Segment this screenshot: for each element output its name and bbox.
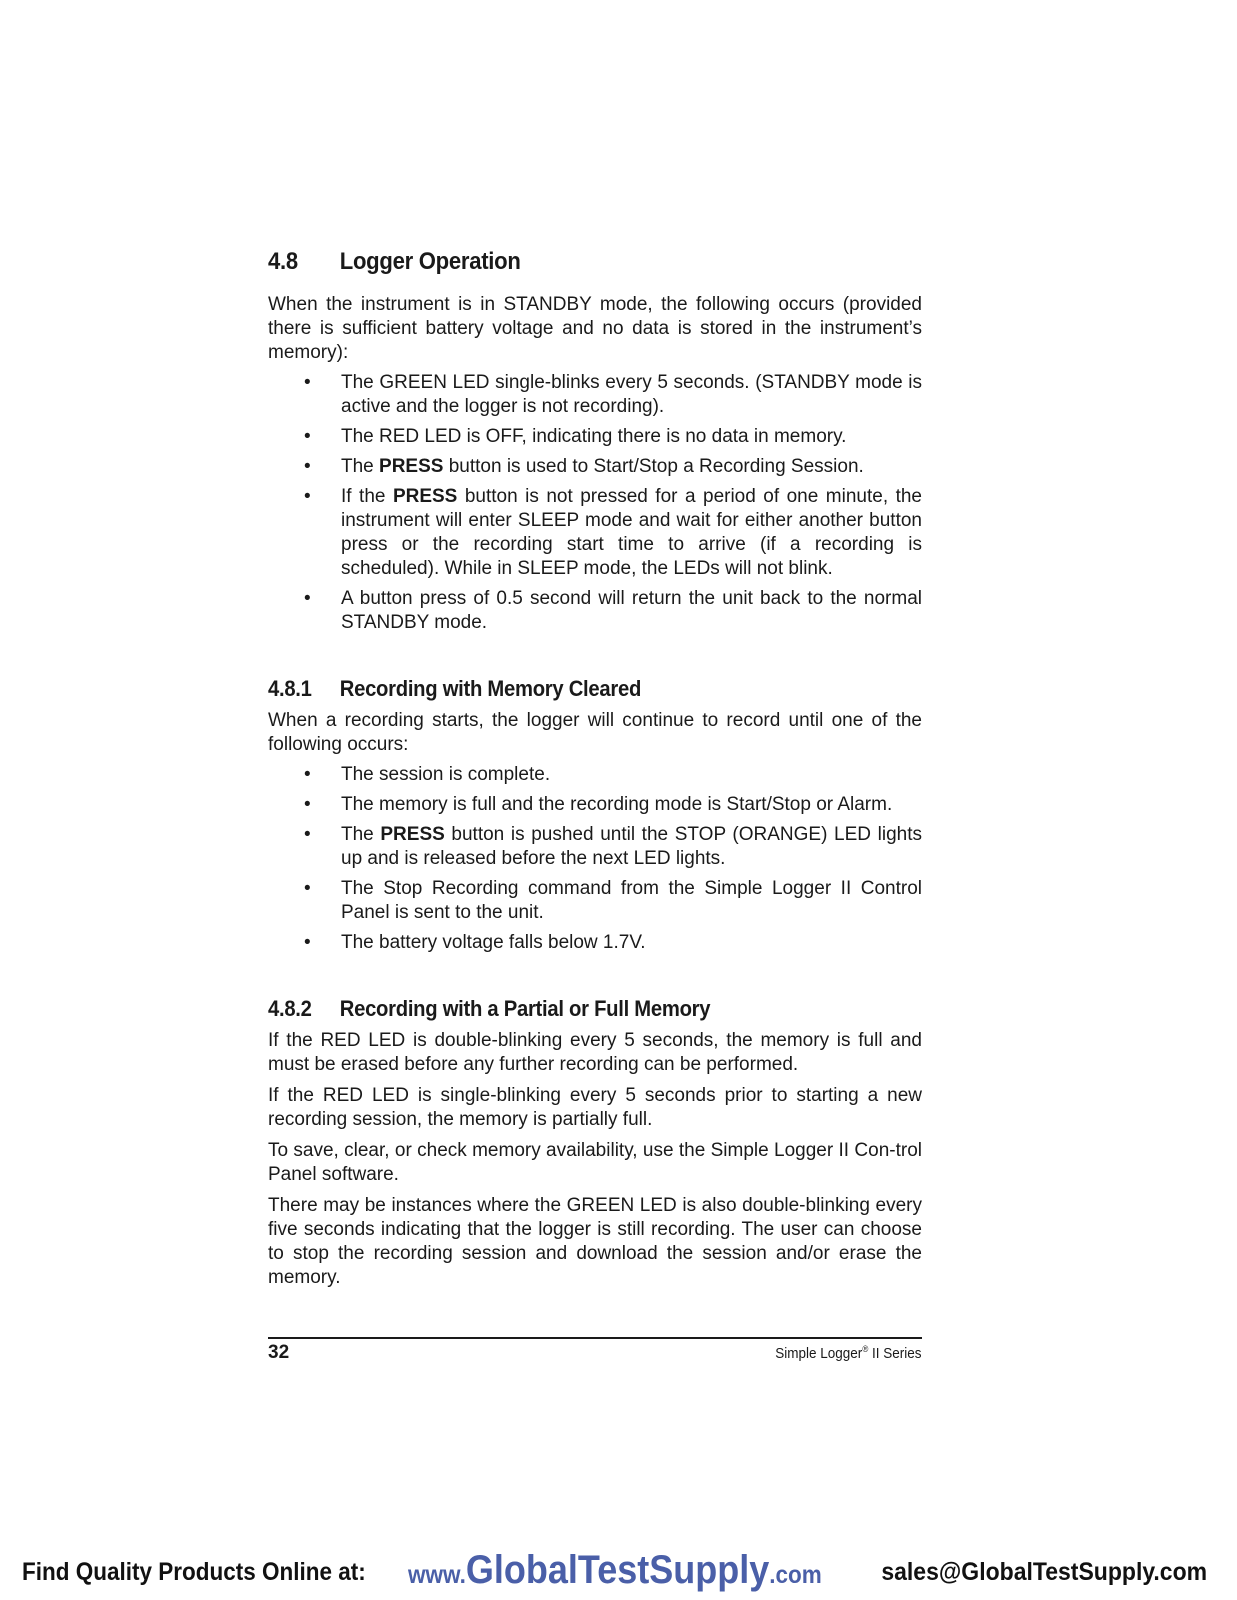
subsection-1-bullet-list	[268, 763, 922, 955]
press-button-term: PRESS	[379, 456, 444, 477]
subsection-2-paragraph: There may be instances where the GREEN LED is also double-blinking every five seconds indicating that the logger is still recording. The user can choose to stop the recording session and download the session and/or erase the memory.	[268, 1195, 922, 1288]
press-button-term: PRESS	[392, 486, 458, 507]
footer-divider	[268, 1337, 922, 1339]
subsection-1-heading	[268, 675, 870, 703]
promo-banner	[0, 1548, 1237, 1592]
section-bullet-list	[268, 371, 922, 635]
subsection-2-paragraph: To save, clear, or check memory availability, use the Simple Logger II Con-trol Panel software.	[268, 1140, 922, 1185]
subsection-2-paragraph: If the RED LED is double-blinking every 5 seconds, the memory is full and must be erased before any further recording can be performed.	[268, 1030, 922, 1075]
subsection-1-number: 4.8.1	[268, 676, 312, 701]
page-number: 32	[268, 1342, 290, 1363]
subsection-1-intro: When a recording starts, the logger will continue to record until one of the following occurs:	[268, 710, 922, 755]
list-item: • The GREEN LED single-blinks every 5 seconds. (STANDBY mode is active and the logger is not recording).	[304, 372, 922, 417]
list-item: • The PRESS button is used to Start/Stop a Recording Session.	[304, 456, 864, 477]
list-item: • A button press of 0.5 second will return the unit back to the normal STANDBY mode.	[304, 588, 922, 633]
list-item: • The battery voltage falls below 1.7V.	[304, 932, 646, 953]
list-item: • The session is complete.	[304, 764, 551, 785]
subsection-2-number: 4.8.2	[268, 996, 312, 1021]
list-item: • The PRESS button is pushed until the STOP (ORANGE) LED lights up and is released before the next LED lights.	[304, 824, 922, 869]
list-item: • If the PRESS button is not pressed for a period of one minute, the instrument will enter SLEEP mode and wait for either another button press or the recording start time to arrive (if a recording is scheduled). While in SLEEP mode, the LEDs will not blink.	[304, 486, 922, 579]
section-number: 4.8	[268, 248, 298, 275]
section-title: Logger Operation	[339, 248, 521, 275]
subsection-1-title: Recording with Memory Cleared	[339, 676, 642, 701]
press-button-term: PRESS	[380, 824, 445, 845]
list-item: • The Stop Recording command from the Simple Logger II Control Panel is sent to the unit.	[304, 878, 922, 923]
banner-tagline: Find Quality Products Online at:	[22, 1558, 366, 1586]
section-heading	[268, 247, 870, 277]
banner-email-link[interactable]: sales@GlobalTestSupply.com	[881, 1558, 1207, 1586]
subsection-2-title: Recording with a Partial or Full Memory	[339, 996, 711, 1021]
list-item: • The RED LED is OFF, indicating there is no data in memory.	[304, 426, 847, 447]
subsection-2-heading	[268, 995, 870, 1023]
section-intro: When the instrument is in STANDBY mode, the following occurs (provided there is sufficient battery voltage and no data is stored in the instrument’s memory):	[268, 294, 922, 363]
registered-mark: ®	[862, 1344, 869, 1354]
subsection-2-paragraph: If the RED LED is single-blinking every 5 seconds prior to starting a new recording session, the memory is partially full.	[268, 1085, 922, 1130]
list-item: • The memory is full and the recording mode is Start/Stop or Alarm.	[304, 794, 893, 815]
banner-website-link[interactable]: www.GlobalTestSupply.com	[408, 1548, 822, 1592]
page-content	[268, 247, 922, 1290]
running-title: Simple Logger® II Series	[775, 1344, 922, 1362]
